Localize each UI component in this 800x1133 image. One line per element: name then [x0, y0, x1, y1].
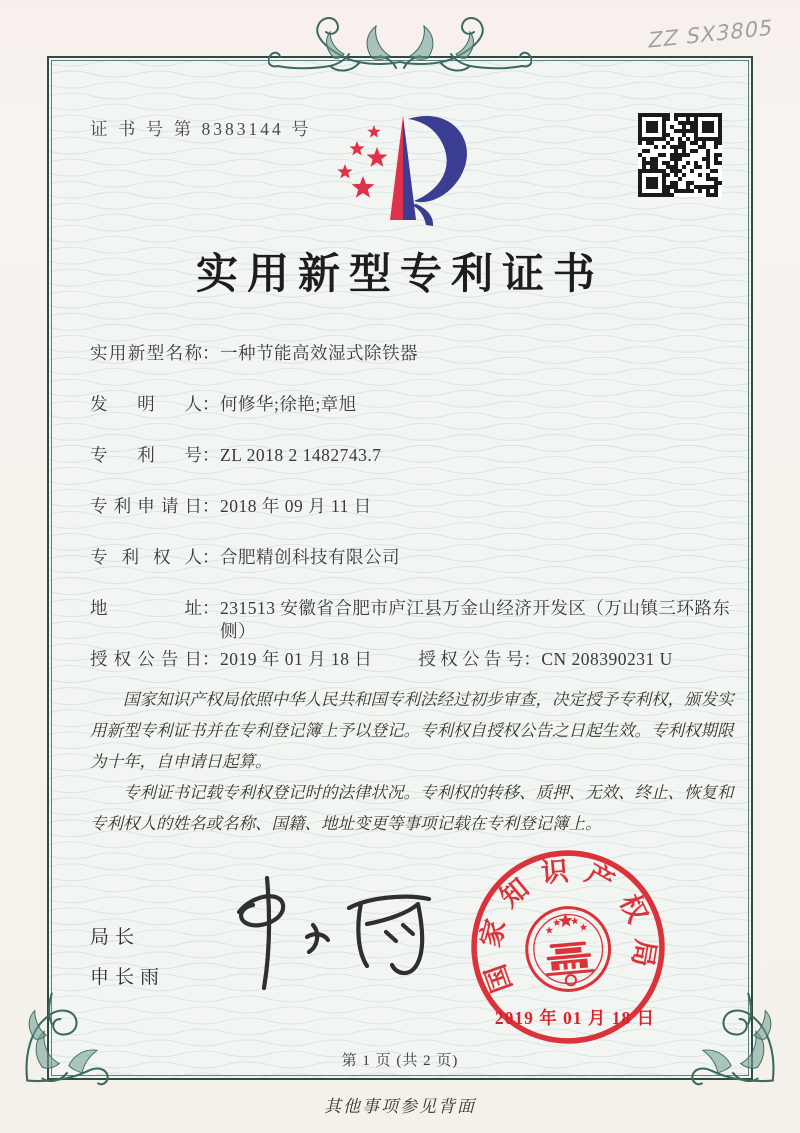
field-list [90, 342, 740, 699]
field-value-inventors: 何修华;徐艳;章旭 [220, 394, 357, 414]
field-row-grant: 授权公告日 ： 2019 年 01 月 18 日 授权公告号 ： CN 208390231 U [90, 649, 673, 669]
certificate-title: 实用新型专利证书 [195, 252, 604, 298]
field-label: 地址 [90, 598, 202, 618]
field-value-utility-model-name: 一种节能高效湿式除铁器 [220, 343, 418, 363]
field-label: 专利号 [90, 445, 202, 465]
certificate-frame [47, 56, 753, 1080]
field-label: 实用新型名称 [90, 343, 202, 363]
national-emblem [523, 904, 613, 994]
field-label: 授权公告日 [90, 649, 202, 669]
field-row-inventors: 发明人 ： 何修华;徐艳;章旭 [90, 393, 740, 416]
qr-code-icon [638, 113, 722, 197]
logo-p-curve [408, 116, 467, 202]
seal-date: 2019 年 01 月 18 日 [494, 1008, 656, 1028]
cnipa-logo-icon [330, 106, 476, 236]
field-value-filing-date: 2018 年 09 月 11 日 [220, 496, 372, 516]
field-value-patent-number: ZL 2018 2 1482743.7 [220, 445, 382, 465]
field-label: 专利申请日 [90, 496, 202, 516]
legal-paragraph-1: 国家知识产权局依照中华人民共和国专利法经过初步审查，决定授予专利权，颁发实用新型专利证书并在专利登记簿上予以登记。专利权自授权公告之日起生效。专利权期限为十年，自申请日起算。 [90, 690, 734, 771]
field-value-grant-date: 2019 年 01 月 18 日 [220, 649, 373, 669]
back-side-note: 其他事项参见背面 [324, 1097, 476, 1116]
field-label: 发明人 [90, 394, 202, 414]
signoff-title: 局长 [90, 927, 141, 948]
page-number: 第 1 页 (共 2 页) [341, 1053, 459, 1069]
signoff-name: 申长雨 [90, 967, 166, 988]
handwritten-signature [207, 870, 457, 1000]
field-value-address: 231513 安徽省合肥市庐江县万金山经济开发区（万山镇三环路东侧） [220, 598, 731, 641]
field-row-patentee: 专利权人 ： 合肥精创科技有限公司 [90, 546, 740, 569]
certificate-content [49, 58, 751, 1078]
field-label: 专利权人 [90, 547, 202, 567]
legal-paragraph-2: 专利证书记载专利权登记时的法律状况。专利权的转移、质押、无效、终止、恢复和专利权人的姓名或名称、国籍、地址变更等事项记载在专利登记簿上。 [90, 783, 734, 833]
legal-text [90, 684, 742, 839]
field-row-patent-number: 专利号 ： ZL 2018 2 1482743.7 [90, 444, 740, 467]
field-row-filing-date: 专利申请日 ： 2018 年 09 月 11 日 [90, 495, 740, 518]
logo-wedge-blue [403, 116, 416, 220]
handwritten-pencil-mark: ZZ SX3805 [647, 15, 776, 53]
seal-org-text: 国家知识产权局 [475, 854, 661, 997]
field-value-grant-number: CN 208390231 U [541, 649, 673, 669]
field-row-address: 地址 ： 231513 安徽省合肥市庐江县万金山经济开发区（万山镇三环路东侧） [90, 597, 740, 643]
field-value-patentee: 合肥精创科技有限公司 [220, 547, 400, 567]
certificate-number: 证 书 号 第 8383144 号 [90, 119, 312, 139]
field-row-name: 实用新型名称 ： 一种节能高效湿式除铁器 [90, 342, 740, 365]
signoff-block [90, 918, 165, 998]
field-label: 授权公告号 [418, 649, 524, 669]
logo-wedge-red [390, 116, 403, 220]
